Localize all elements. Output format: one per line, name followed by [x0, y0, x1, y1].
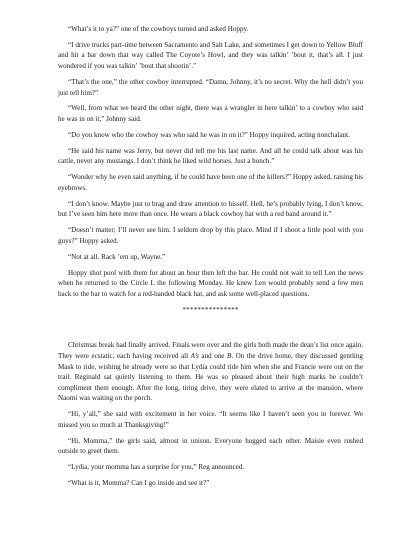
paragraph: “I don’t know. Maybe just to brag and draw attention to hisself. Hell, he’s probably lying, I don’t know, but I’ve seen him here more than once. He wears a black cowboy hat with a red band around it.” [58, 199, 363, 219]
grade-b-italic: B [226, 351, 232, 360]
paragraph: “He said his name was Jerry, but never did tell me his last name. And all he could talk about was his cattle, never any mustangs. I don’t think he liked wild horses. Just a hunch.” [58, 146, 363, 166]
paragraph: “Hi, Momma,” the girls said, almost in unison. Everyone hugged each other. Maisie even rushed outside to greet them. [58, 436, 363, 456]
paragraph: Hoppy shot pool with them for about an hour then left the bar. He could not wait to tell Len the news when he returned to the Circle L the following Monday. He knew Len would probably send a few men back to the bar to watch for a red-banded black hat, and ask some well-placed questions. [58, 268, 363, 298]
paragraph: “Do you know who the cowboy was who said he was in on it?” Hoppy inquired, acting nonchalant. [68, 130, 350, 139]
grade-a-italic: A’s [190, 351, 199, 360]
paragraph: “Not at all. Rack ’em up, Wayne.” [68, 252, 166, 261]
book-page [58, 24, 363, 494]
paragraph: “What’s it to ya?” one of the cowboys turned and asked Hoppy. [68, 25, 249, 33]
scene-break: *************** [182, 305, 239, 314]
paragraph: “Wonder why he even said anything, if he could have been one of the killers?” Hoppy asked, raising his eyebrows. [58, 173, 363, 192]
paragraph-christmas [58, 340, 363, 404]
paragraph: “Hi, y’all,” she said with excitement in her voice. “It seems like I haven’t seen you in forever. We missed you so much at Thanksgiving!” [58, 410, 363, 429]
paragraph: “Lydia, your momma has a surprise for you,” Reg announced. [68, 463, 245, 472]
paragraph: “I drive trucks part-time between Sacramento and Salt Lake, and sometimes I get down to Yellow Bluff and hit a bar down that way called The Coyote’s Howl, and they was talkin’ ’bout it, that’s all. I just wondered if you was talkin’ ’bout that shootin’.” [58, 40, 363, 71]
text-run: . On the drive home, they discussed gentling Mask to ride, wishing he already were so that Lydia could ride him when she and Francie were out on the trail. Reginald sat quietly listening to them. He was so pleased about their high marks he couldn’t compliment them enough. After the long, tiring drive, they were elated to arrive at the mansion, where Naomi was waiting on the porch. [58, 351, 363, 403]
paragraph: “Doesn’t matter; I’ll never see him. I seldom drop by this place. Mind if I shoot a little pool with you guys?” Hoppy asked. [58, 226, 363, 245]
text-run: and one [198, 351, 227, 360]
paragraph: “Well, from what we heard the other night, there was a wrangler in here talkin’ to a cowboy who said he was in on it,” Johnny said. [58, 104, 363, 124]
paragraph: “That’s the one,” the other cowboy interrupted. “Damn, Johnny, it’s no secret. Why the hell didn’t you just tell him?” [58, 77, 363, 97]
paragraph: “What is it, Momma? Can I go inside and see it?” [68, 479, 210, 488]
text-run: Christmas break had finally arrived. Finals were over and the girls both made the dean’s list once again. They were ecstatic, each having received all [58, 341, 363, 360]
